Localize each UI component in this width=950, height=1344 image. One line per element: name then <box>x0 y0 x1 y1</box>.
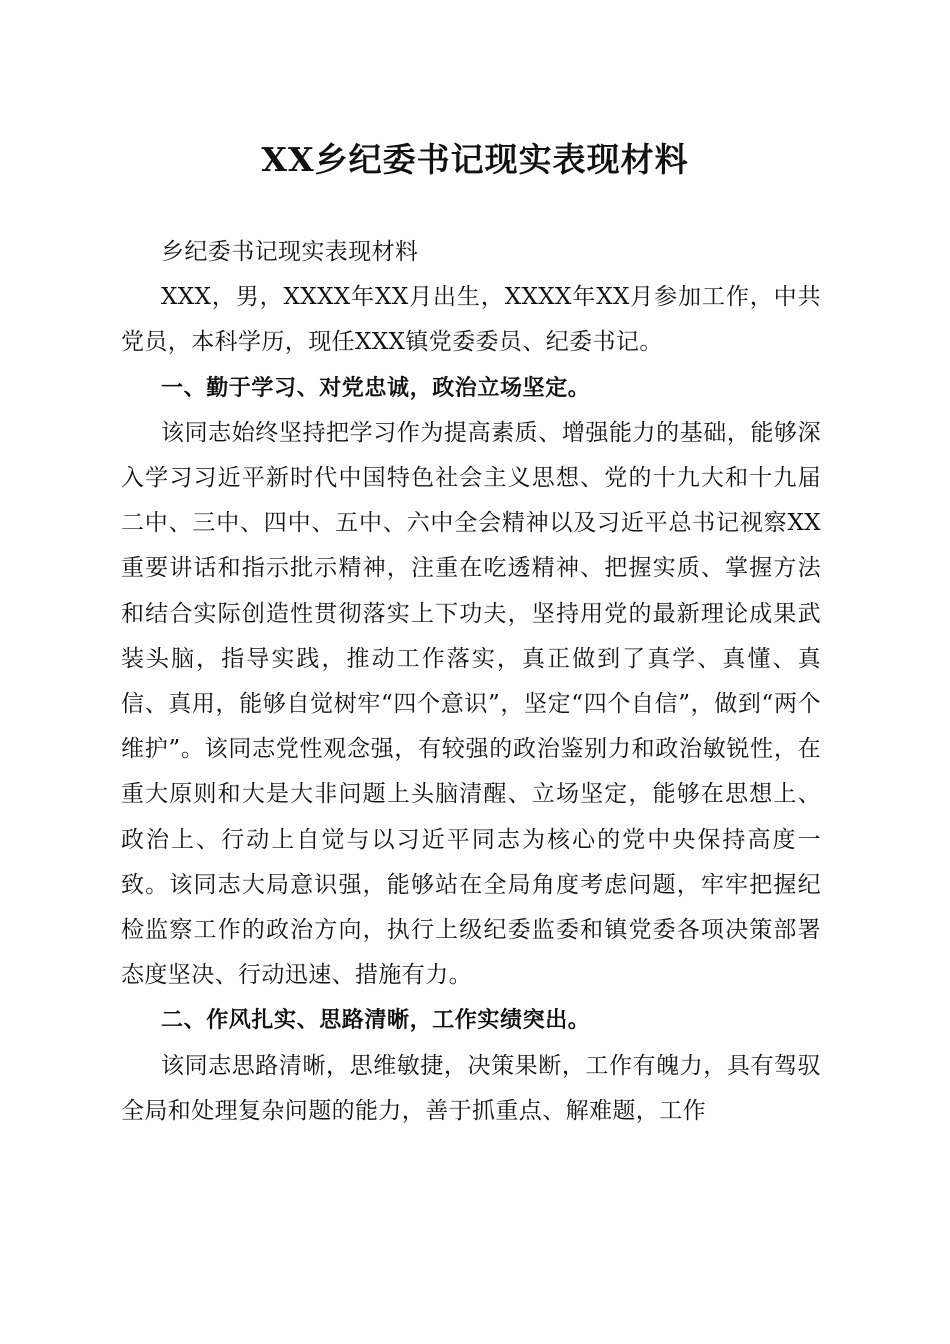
section-1-heading: 一、勤于学习、对党忠诚，政治立场坚定。 <box>161 375 591 401</box>
document-subtitle: 乡纪委书记现实表现材料 <box>161 239 419 265</box>
section-2-heading: 二、作风扎实、思路清晰，工作实绩突出。 <box>161 1008 591 1034</box>
section-1-paragraph: 该同志始终坚持把学习作为提高素质、增强能力的基础，能够深入学习习近平新时代中国特色社会主义思想、党的十九大和十九届二中、三中、四中、五中、六中全会精神以及习近平总书记视察XX重要讲话和指示批示精神，注重在吃透精神、把握实质、掌握方法和结合实际创造性贯彻落实上下功夫，坚持用党的最新理论成果武装头脑，指导实践，推动工作落实，真正做到了真学、真懂、真信、真用，能够自觉树牢“四个意识”，坚定“四个自信”，做到“两个维护”。该同志党性观念强，有较强的政治鉴别力和政治敏锐性，在重大原则和大是大非问题上头脑清醒、立场坚定，能够在思想上、政治上、行动上自觉与以习近平同志为核心的党中央保持高度一致。该同志大局意识强，能够站在全局角度考虑问题，牢牢把握纪检监察工作的政治方向，执行上级纪委监委和镇党委各项决策部署态度坚决、行动迅速、措施有力。 <box>121 419 821 989</box>
section-2-paragraph: 该同志思路清晰，思维敏捷，决策果断，工作有魄力，具有驾驭全局和处理复杂问题的能力，善于抓重点、解难题，工作 <box>121 1052 821 1124</box>
intro-paragraph: XXX，男，XXXX年XX月出生，XXXX年XX月参加工作，中共党员，本科学历，现任XXX镇党委委员、纪委书记。 <box>121 284 821 356</box>
document-title: XX乡纪委书记现实表现材料 <box>261 140 689 179</box>
document-body <box>121 230 821 1134</box>
